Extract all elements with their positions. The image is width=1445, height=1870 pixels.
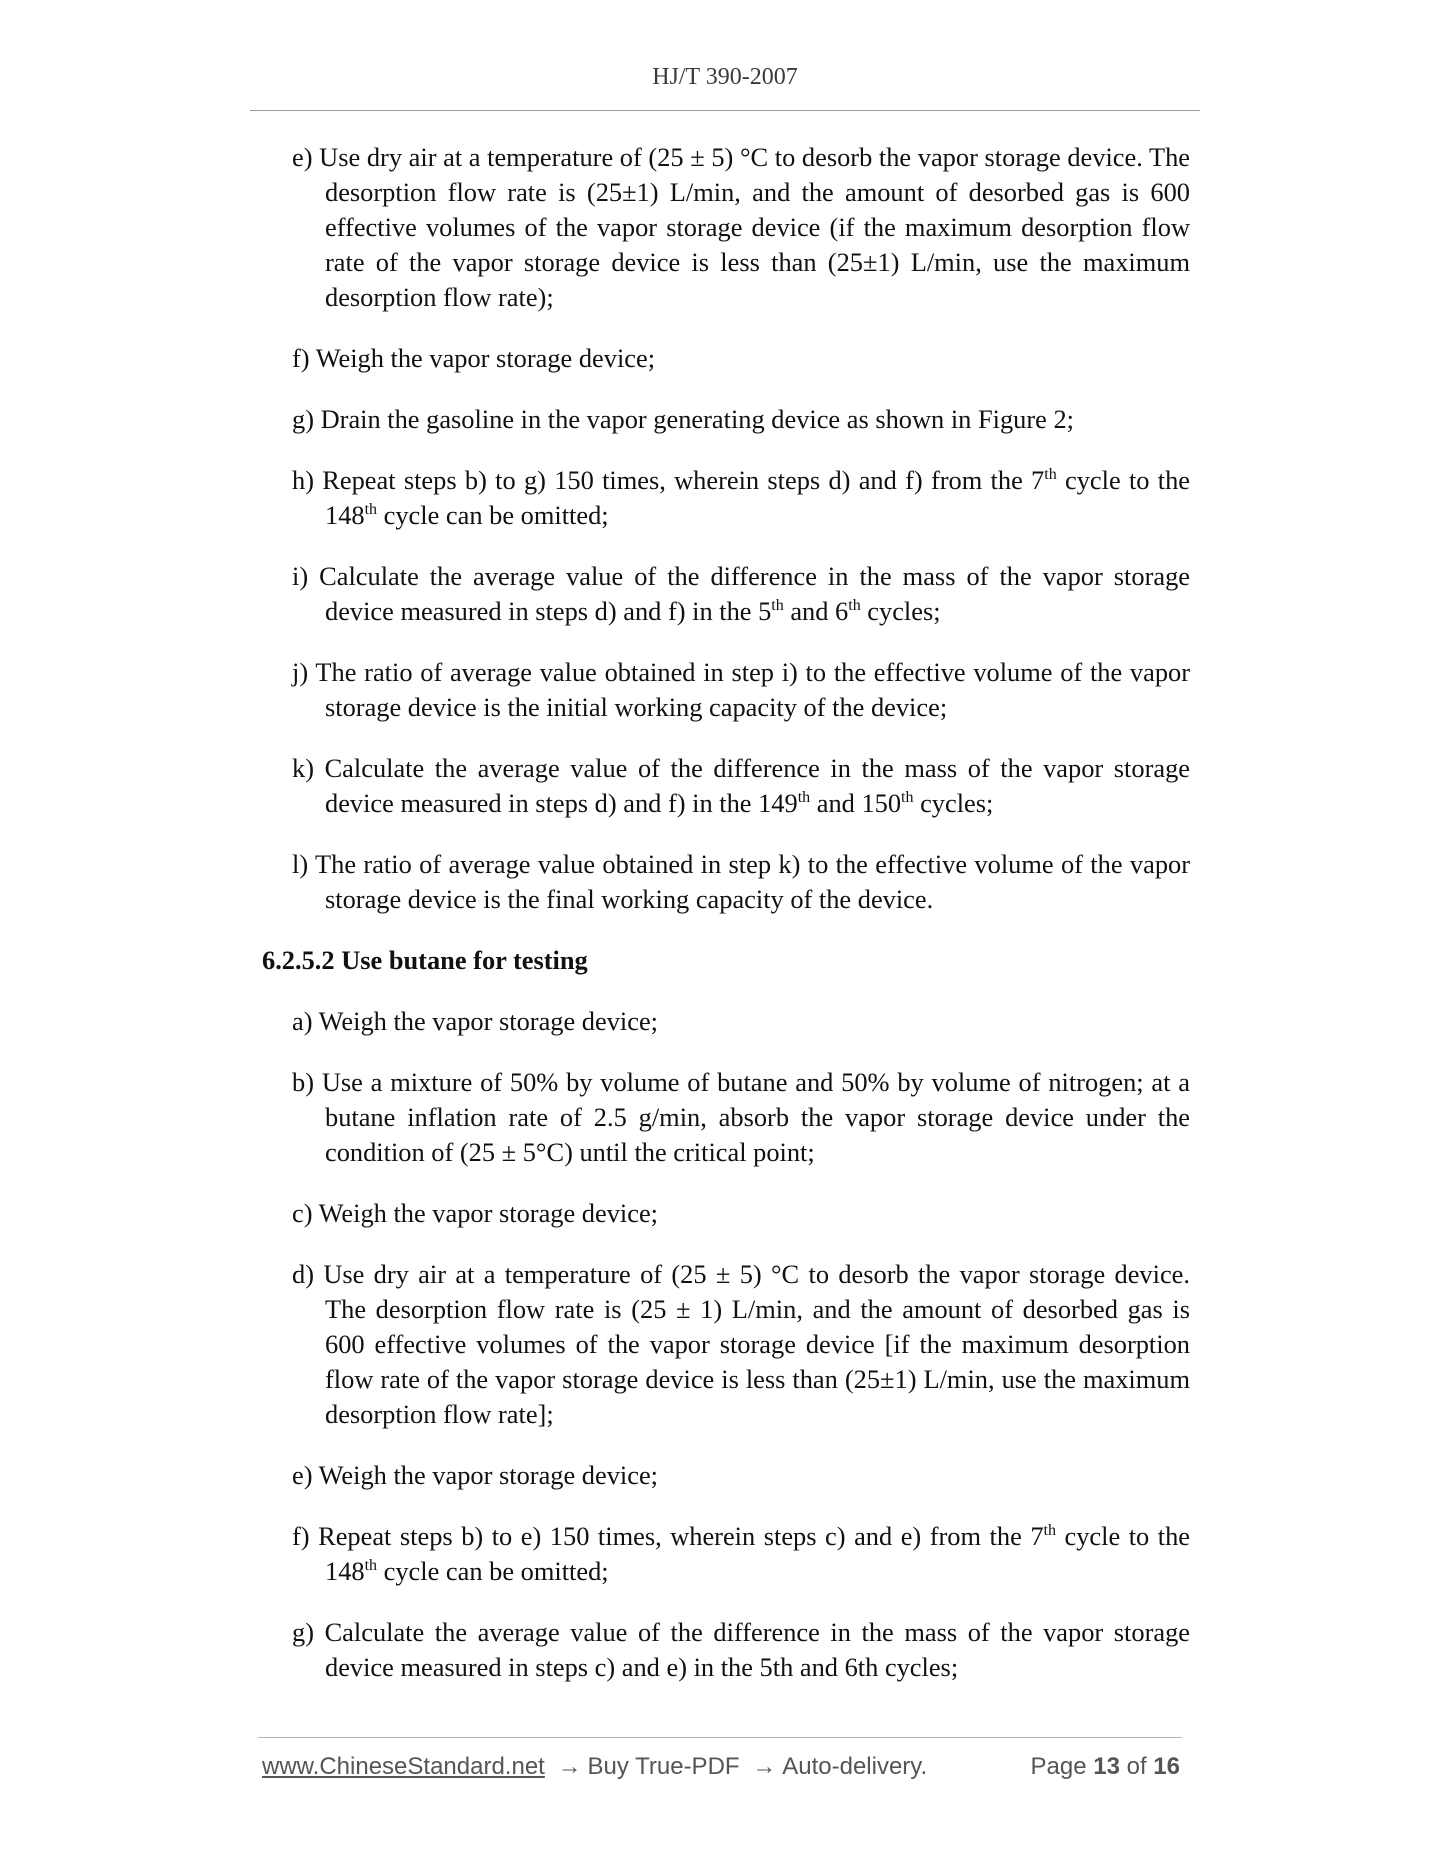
step-label: f) xyxy=(292,343,310,373)
step-text: Repeat steps b) to g) 150 times, wherein steps d) and f) from the 7 xyxy=(322,465,1045,495)
step-text: cycles; xyxy=(913,788,994,818)
step-text: cycle to the 148 xyxy=(325,465,1190,530)
page-content xyxy=(262,140,1190,1711)
step-text: and 150 xyxy=(810,788,902,818)
step-item xyxy=(292,1004,1190,1039)
step-text: cycle can be omitted; xyxy=(377,1556,609,1586)
step-text: Calculate the average value of the difference in the mass of the vapor storage device measured in steps d) and f) in the 149 xyxy=(324,753,1190,818)
step-text: Calculate the average value of the difference in the mass of the vapor storage device measured in steps d) and f) in the 5 xyxy=(319,561,1190,626)
site-link[interactable]: www.ChineseStandard.net xyxy=(262,1753,545,1780)
delivery-text: Auto-delivery. xyxy=(782,1753,928,1780)
step-item xyxy=(292,1615,1190,1685)
step-item xyxy=(292,341,1190,376)
step-item xyxy=(292,140,1190,315)
step-item xyxy=(292,1257,1190,1432)
total-pages-number: 16 xyxy=(1153,1753,1180,1780)
step-label: g) xyxy=(292,404,314,434)
step-label: d) xyxy=(292,1259,314,1289)
step-item xyxy=(292,1458,1190,1493)
step-text: Weigh the vapor storage device; xyxy=(318,1460,658,1490)
ordinal-suffix: th xyxy=(901,789,914,807)
page-header xyxy=(250,64,1200,91)
step-label: j) xyxy=(292,657,309,687)
page-word: Page xyxy=(1030,1753,1087,1780)
step-label: k) xyxy=(292,753,314,783)
step-item xyxy=(292,1196,1190,1231)
step-item xyxy=(292,751,1190,821)
step-label: g) xyxy=(292,1617,314,1647)
section-heading xyxy=(262,943,1190,978)
page-indicator xyxy=(1031,1753,1181,1781)
step-text: Weigh the vapor storage device; xyxy=(318,1006,658,1036)
ordinal-suffix: th xyxy=(771,597,784,615)
step-label: c) xyxy=(292,1198,313,1228)
arrow-right-icon: → xyxy=(557,1753,582,1780)
document-id: HJ/T 390-2007 xyxy=(652,64,798,90)
ordinal-suffix: th xyxy=(364,501,378,519)
step-text: Repeat steps b) to e) 150 times, wherein steps c) and e) from the 7 xyxy=(318,1521,1044,1551)
step-text: cycles; xyxy=(860,596,941,626)
step-text: The ratio of average value obtained in step k) to the effective volume of the vapor storage device is the final working capacity of the device. xyxy=(315,849,1190,914)
step-text: The ratio of average value obtained in step i) to the effective volume of the vapor storage device is the initial working capacity of the device; xyxy=(315,657,1191,722)
step-text: Use dry air at a temperature of (25 ± 5) °C to desorb the vapor storage device. The desorption flow rate is (25 ± 1) L/min, and the amount of desorbed gas is 600 effective volumes of the vapor storage device [if the maximum desorption flow rate of the vapor storage device is less than (25±1) L/min, use the maximum desorption flow rate]; xyxy=(323,1259,1190,1429)
step-label: l) xyxy=(292,849,309,879)
step-label: f) xyxy=(292,1521,310,1551)
step-text: and 6 xyxy=(783,596,849,626)
ordinal-suffix: th xyxy=(848,597,861,615)
footer-promo xyxy=(262,1753,927,1781)
step-item xyxy=(292,559,1190,629)
step-item xyxy=(292,402,1190,437)
step-label: a) xyxy=(292,1006,313,1036)
buy-pdf-text: Buy True-PDF xyxy=(587,1753,740,1780)
section-number: 6.2.5.2 xyxy=(262,945,335,975)
step-label: h) xyxy=(292,465,314,495)
ordinal-suffix: th xyxy=(364,1557,378,1575)
arrow-right-icon: → xyxy=(752,1753,777,1780)
step-text: Drain the gasoline in the vapor generating device as shown in Figure 2; xyxy=(320,404,1074,434)
step-label: i) xyxy=(292,561,309,591)
step-text: cycle can be omitted; xyxy=(377,500,609,530)
step-text: Calculate the average value of the difference in the mass of the vapor storage device measured in steps c) and e) in the 5th and 6th cycles; xyxy=(324,1617,1190,1682)
step-label: e) xyxy=(292,1460,313,1490)
step-label: b) xyxy=(292,1067,314,1097)
of-word: of xyxy=(1126,1753,1147,1780)
step-item xyxy=(292,463,1190,533)
ordinal-suffix: th xyxy=(797,789,811,807)
current-page-number: 13 xyxy=(1093,1753,1120,1780)
section-title: Use butane for testing xyxy=(341,945,588,975)
step-item xyxy=(292,1065,1190,1170)
step-text: Use a mixture of 50% by volume of butane and 50% by volume of nitrogen; at a butane inflation rate of 2.5 g/min, absorb the vapor storage device under the condition of (25 ± 5°C) until the critical point; xyxy=(321,1067,1190,1167)
step-text: Weigh the vapor storage device; xyxy=(315,343,656,373)
footer-divider xyxy=(258,1737,1182,1738)
step-text: Use dry air at a temperature of (25 ± 5) °C to desorb the vapor storage device. The desorption flow rate is (25±1) L/min, and the amount of desorbed gas is 600 effective volumes of the vapor storage device (if the maximum desorption flow rate of the vapor storage device is less than (25±1) L/min, use the maximum desorption flow rate); xyxy=(319,142,1190,312)
page-footer xyxy=(262,1753,1180,1785)
step-text: cycle to the 148 xyxy=(325,1521,1190,1586)
step-label: e) xyxy=(292,142,313,172)
step-item xyxy=(292,655,1190,725)
step-text: Weigh the vapor storage device; xyxy=(318,1198,658,1228)
step-item xyxy=(292,847,1190,917)
step-item xyxy=(292,1519,1190,1589)
ordinal-suffix: th xyxy=(1043,1522,1056,1540)
ordinal-suffix: th xyxy=(1044,466,1057,484)
header-divider xyxy=(250,110,1200,111)
